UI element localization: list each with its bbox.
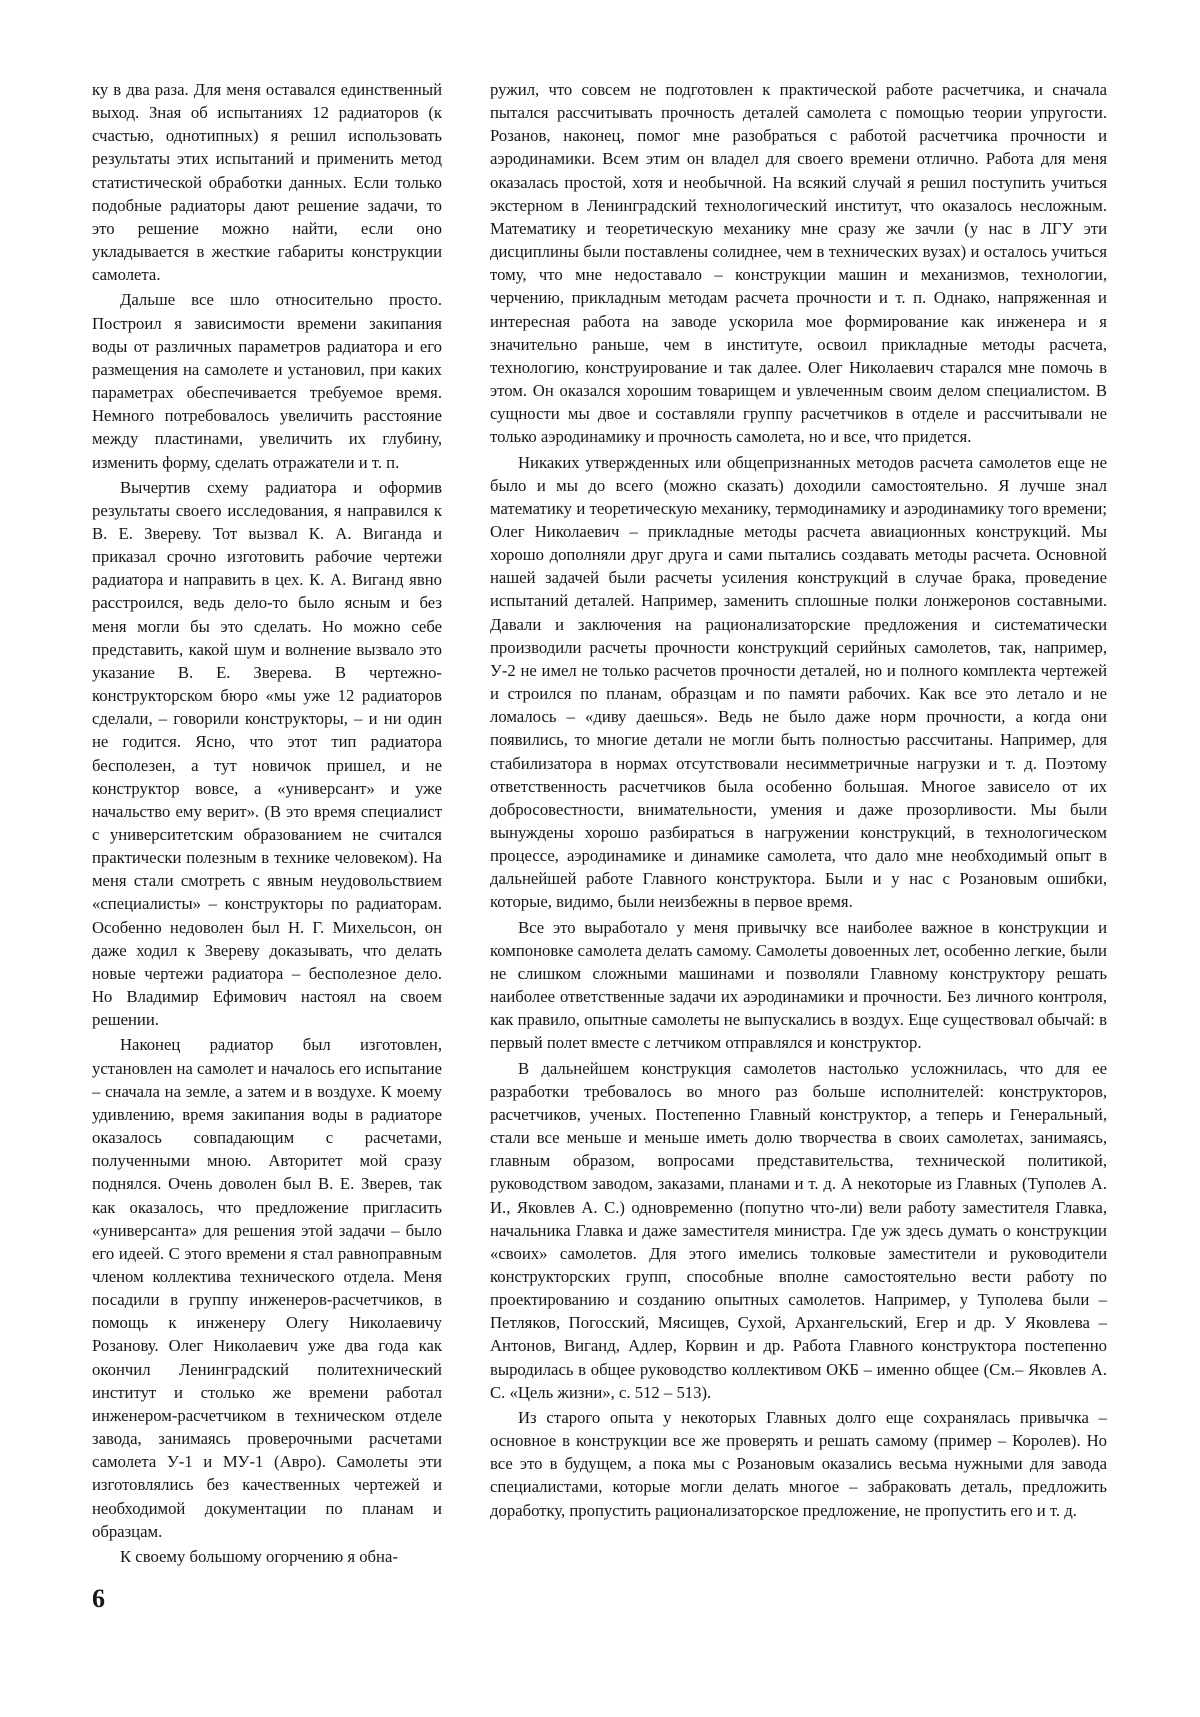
paragraph: Наконец радиатор был изготовлен, установлен на самолет и началось его испытание – сначала на земле, а затем и в воздухе. К моему удивлению, время закипания воды в радиаторе оказалось совпадающим с расчетами, полученными мною. Авторитет мой сразу поднялся. Очень доволен был В. Е. Зверев, так как оказалось, что предложение пригласить «универсанта» для решения этой задачи – было его идеей. С этого времени я стал равноправным членом коллектива технического отдела. Меня посадили в группу инженеров-расчетчиков, в помощь к инженеру Олегу Николаевичу Розанову. Олег Николаевич уже два года как окончил Ленинградский политехнический институт и столько же времени работал инженером-расчетчиком в техническом отделе завода, занимаясь проверочными расчетами самолета У-1 и МУ-1 (Авро). Самолеты эти изготовлялись без качественных чертежей и необходимой документации по планам и образцам. (92, 1035, 442, 1541)
paragraph: К своему большому огорчению я обна- (120, 1546, 398, 1566)
paragraph: Из старого опыта у некоторых Главных долго еще сохранялась привычка – основное в конструкции все же проверять и решать самому (пример – Королев). Но все это в будущем, а пока мы с Розановым оказались весьма нужными для завода специалистами, которые могли делать многое – забраковать деталь, предложить доработку, пропустить рационализаторское предложение, не пропустить его и т. д. (490, 1407, 1107, 1520)
right-text-column (490, 78, 1107, 1522)
paragraph: ку в два раза. Для меня оставался единственный выход. Зная об испытаниях 12 радиаторов (к счастью, однотипных) я решил использовать результаты этих испытаний и применить метод статистической обработки данных. Если только подобные радиаторы дают решение задачи, то это решение можно найти, если оно укладывается в жесткие габариты конструкции самолета. (92, 80, 442, 285)
paragraph: Вычертив схему радиатора и оформив результаты своего исследования, я направился к В. Е. Звереву. Тот вызвал К. А. Виганда и приказал срочно изготовить рабочие чертежи радиатора и направить в цех. К. А. Виганд явно расстроился, ведь дело-то было ясным и без меня могли бы это сделать. Но можно себе представить, какой шум и волнение вызвало это указание В. Е. Зверева. В чертежно-конструкторском бюро «мы уже 12 радиаторов сделали, – говорили конструкторы, – и ни один не годится. Ясно, что этот тип радиатора бесполезен, а тут новичок пришел, и не конструктор вовсе, а «универсант» и уже начальство ему верит». (В это время специалист с университетским образованием не считался практически полезным в технике человеком). На меня стали смотреть с явным неудовольствием «специалисты» – конструкторы по радиаторам. Особенно недоволен был Н. Г. Михельсон, он даже ходил к Звереву доказывать, что делать новые чертежи радиатора – бесполезное дело. Но Владимир Ефимович настоял на своем решении. (92, 477, 442, 1030)
page-number: 6 (92, 1584, 105, 1613)
paragraph: Дальше все шло относительно просто. Построил я зависимости времени закипания воды от различных параметров радиатора и его размещения на самолете и установил, при каких параметрах обеспечивается требуемое время. Немного потребовалось увеличить расстояние между пластинами, увеличить их глубину, изменить форму, сделать отражатели и т. п. (92, 290, 442, 472)
left-text-column (92, 78, 442, 1568)
paragraph: ружил, что совсем не подготовлен к практической работе расчетчика, и сначала пытался рассчитывать прочность деталей самолета с помощью теории упругости. Розанов, наконец, помог мне разобраться с работой расчетчика прочности и аэродинамики. Всем этим он владел для своего времени отлично. Работа для меня оказалась простой, хотя и необычной. На всякий случай я решил поступить учиться экстерном в Ленинградский технологический институт, что оказалось несложным. Математику и теоретическую механику мне сразу же зачли (у нас в ЛГУ эти дисциплины были поставлены солиднее, чем в технических вузах) и осталось учиться тому, что мне недоставало – конструкции машин и механизмов, технологии, черчению, прикладным методам расчета прочности и т. п. Однако, напряженная и интересная работа на заводе ускорила мое формирование как инженера и я значительно раньше, чем в институте, освоил прикладные методы расчета, технологию, конструирование и так далее. Олег Николаевич старался мне помочь в этом. Он оказался хорошим товарищем и увлеченным своим делом специалистом. В сущности мы двое и составляли группу расчетчиков в отделе и рассчитывали не только аэродинамику и прочность самолета, но и все, что придется. (490, 80, 1107, 447)
paragraph: В дальнейшем конструкция самолетов настолько усложнилась, что для ее разработки требовалось во много раз больше исполнителей: конструкторов, расчетчиков, ученых. Постепенно Главный конструктор, а теперь и Генеральный, стали все меньше и меньше иметь долю творчества в своих самолетах, занимаясь, главным образом, вопросами представительства, технической политикой, руководством заводом, заказами, планами и т. д. А некоторые из Главных (Туполев А. И., Яковлев А. С.) одновременно (попутно что-ли) вели работу заместителя Главка, начальника Главка и даже заместителя министра. Где уж здесь думать о конструкции «своих» самолетов. Для этого имелись толковые заместители и руководители конструкторских групп, способные вполне самостоятельно вести работу по проектированию и созданию опытных самолетов. Например, у Туполева были – Петляков, Погосский, Мясищев, Сухой, Архангельский, Егер и др. У Яковлева – Антонов, Виганд, Адлер, Корвин и др. Работа Главного конструктора постепенно выродилась в общее руководство коллективом ОКБ – именно общее (См.– Яковлев А. С. «Цель жизни», с. 512 – 513). (490, 1058, 1107, 1402)
paragraph: Все это выработало у меня привычку все наиболее важное в конструкции и компоновке самолета делать самому. Самолеты довоенных лет, особенно легкие, были не слишком сложными машинами и позволяли Главному конструктору решать наиболее ответственные задачи их аэродинамики и прочности. Без личного контроля, как правило, опытные самолеты не выпускались в воздух. Еще существовал обычай: в первый полет вместе с летчиком отправлялся и конструктор. (490, 917, 1107, 1053)
paragraph: Никаких утвержденных или общепризнанных методов расчета самолетов еще не было и мы до всего (можно сказать) доходили самостоятельно. Я лучше знал математику и теоретическую механику, термодинамику и аэродинамику того времени; Олег Николаевич – прикладные методы расчета авиационных конструкций. Мы хорошо дополняли друг друга и сами пытались создавать методы расчета. Основной нашей задачей были расчеты усиления конструкций в случае брака, проведение испытаний деталей. Например, заменить сплошные полки лонжеронов составными. Давали и заключения на рационализаторские предложения и систематически производили расчеты прочности конструкций серийных самолетов, так, например, У-2 не имел не только расчетов прочности деталей, но и полного комплекта чертежей и строился по планам, образцам и по памяти рабочих. Как все это летало и не ломалось – «диву даешься». Ведь не было даже норм прочности, а когда они появились, то многие детали не могли быть полностью рассчитаны. Например, для стабилизатора в нормах отсутствовали несимметричные нагрузки и т. д. Поэтому ответственность расчетчиков была особенно большая. Многое зависело от их добросовестности, внимательности, умения и даже прозорливости. Мы были вынуждены хорошо разбираться в нагружении конструкций, в технологическом процессе, аэродинамике и динамике самолета, что дало мне необходимый опыт в дальнейшей работе Главного конструктора. Были и у нас с Розановым ошибки, которые, видимо, были неизбежны в первое время. (490, 452, 1107, 912)
